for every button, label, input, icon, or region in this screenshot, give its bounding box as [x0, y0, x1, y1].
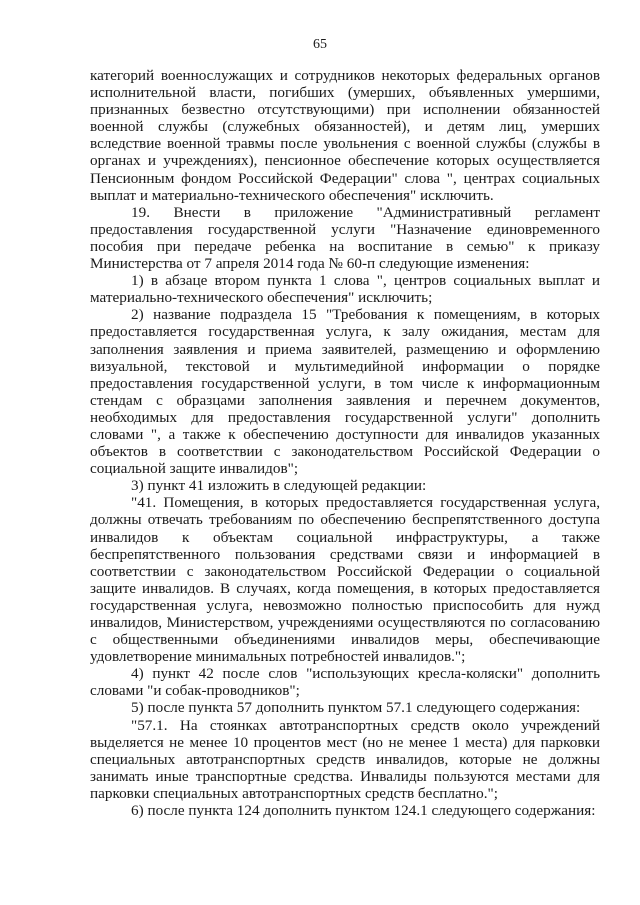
paragraph-subitem-3: 3) пункт 41 изложить в следующей редакции: — [131, 477, 427, 495]
paragraph-continuation: категорий военнослужащих и сотрудников некоторых федеральных органов исполнительной власти, погибших (умерших, объявленных умершими, признанных безвестно отсутствующими) при исполнении обязанностей военной службы (служебных обязанностей), и детям лиц, умерших вследствие военной травмы после увольнения с военной службы (службы в органах и учреждениях), пенсионное обеспечение которых осуществляется Пенсионным фондом Российской Федерации" слова ", центрах социальных выплат и материально-технического обеспечения" исключить. — [90, 67, 600, 204]
page-number: 65 — [313, 37, 327, 52]
paragraph-item-19: 19. Внести в приложение "Административный регламент предоставления государственной услуги "Назначение единовременного пособия при передаче ребенка на воспитание в семью" к приказу Министерства от 7 апреля 2014 года № 60-п следующие изменения: — [90, 203, 600, 273]
paragraph-subitem-6: 6) после пункта 124 дополнить пунктом 124.1 следующего содержания: — [131, 802, 596, 820]
paragraph-subitem-5: 5) после пункта 57 дополнить пунктом 57.1 следующего содержания: — [131, 699, 581, 717]
document-body — [90, 67, 600, 819]
paragraph-clause-41: "41. Помещения, в которых предоставляется государственная услуга, должны отвечать требованиям по обеспечению беспрепятственного доступа инвалидов к объектам социальной инфраструктуры, а также беспрепятственного пользования средствами связи и информацией в соответствии с законодательством Российской Федерации о социальной защите инвалидов. В случаях, когда помещения, в которых предоставляется государственная услуга, невозможно полностью приспособить для нужд инвалидов, Министерством, учреждениями осуществляются по согласованию с общественными объединениями инвалидов меры, обеспечивающие удовлетворение минимальных потребностей инвалидов."; — [90, 494, 600, 666]
paragraph-subitem-4: 4) пункт 42 после слов "использующих кресла-коляски" дополнить словами "и собак-проводников"; — [90, 665, 600, 700]
paragraph-clause-57-1: "57.1. На стоянках автотранспортных средств около учреждений выделяется не менее 10 процентов мест (но не менее 1 места) для парковки специальных автотранспортных средств инвалидов, которые не должны занимать иные транспортные средства. Инвалиды пользуются местами для парковки специальных автотранспортных средств бесплатно."; — [90, 716, 600, 802]
paragraph-subitem-2: 2) название подраздела 15 "Требования к помещениям, в которых предоставляется государственная услуга, к залу ожидания, местам для заполнения заявления и приема заявителей, размещению и оформлению визуальной, текстовой и мультимедийной информации о порядке предоставления государственной услуги, в том числе к информационным стендам с образцами заполнения заявления и перечнем документов, необходимых для предоставления государственной услуги" дополнить словами ", а также к обеспечению доступности для инвалидов указанных объектов в соответствии с законодательством Российской Федерации о социальной защите инвалидов"; — [90, 306, 600, 478]
paragraph-subitem-1: 1) в абзаце втором пункта 1 слова ", центров социальных выплат и материально-технического обеспечения" исключить; — [90, 272, 600, 307]
